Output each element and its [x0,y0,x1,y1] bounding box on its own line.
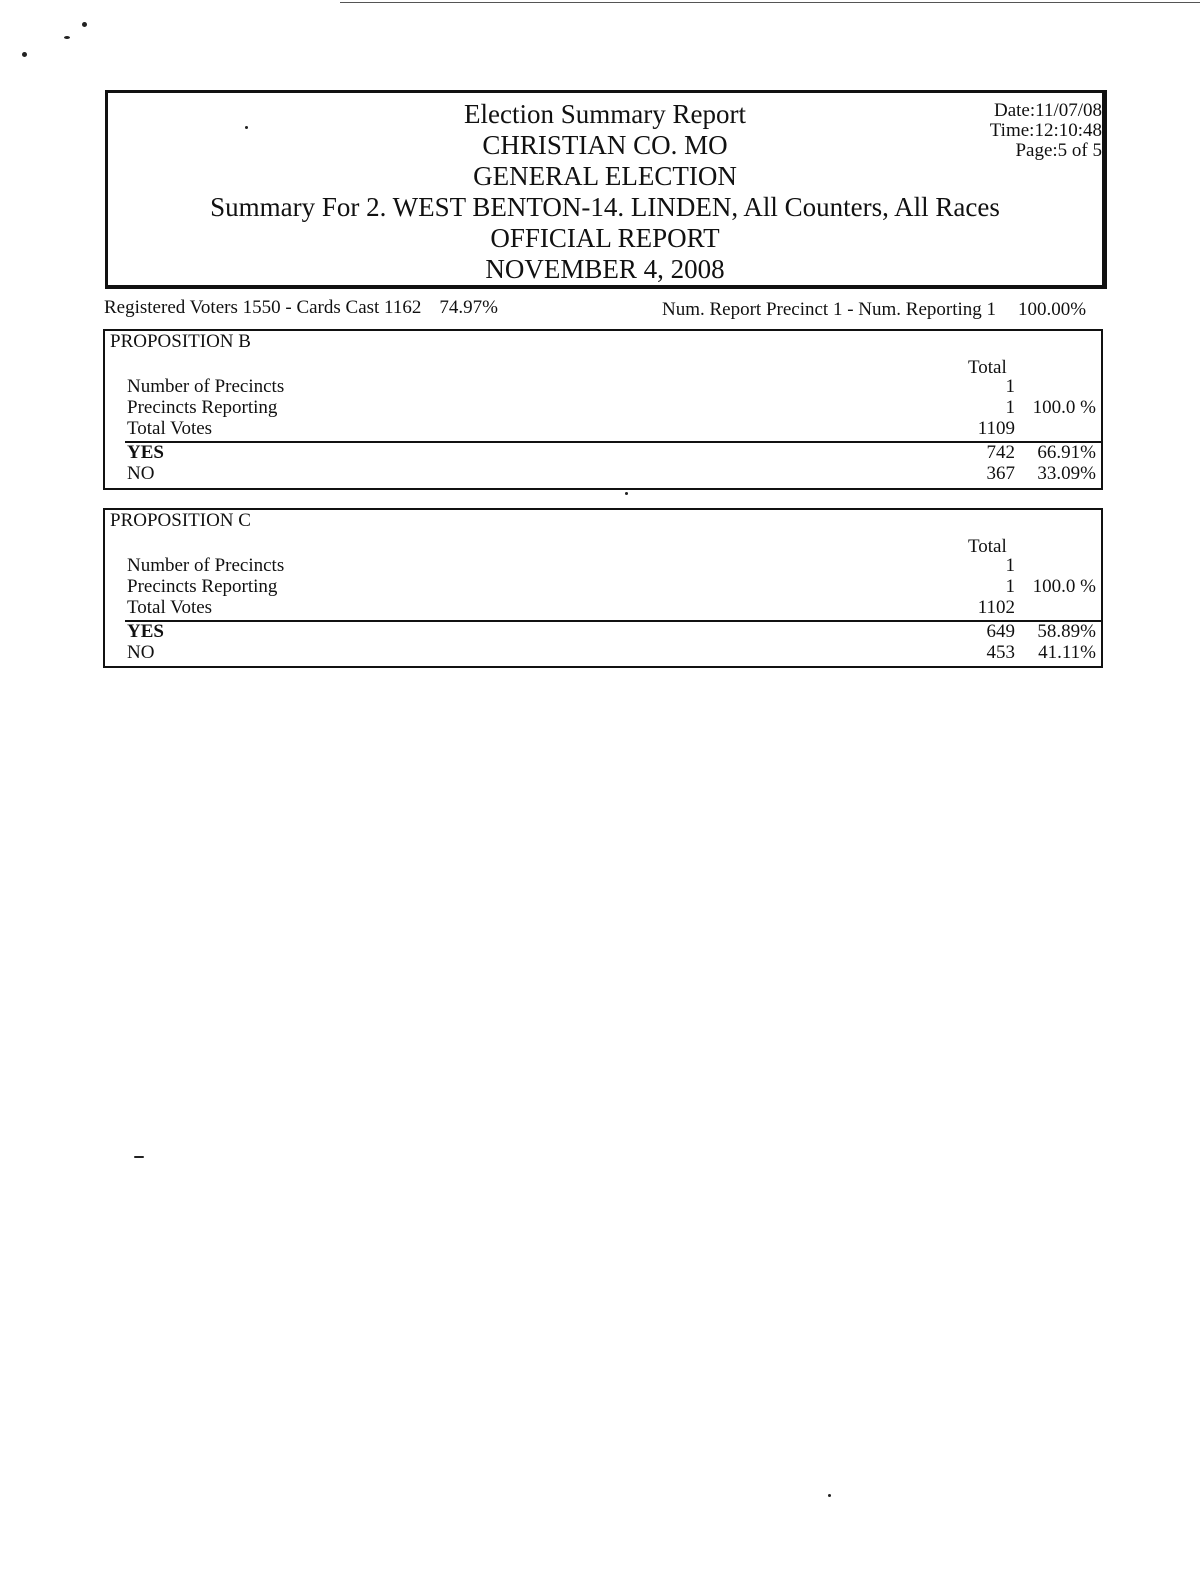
report-date: Date:11/07/08 [994,100,1102,121]
scan-speck [625,492,628,495]
table-row [127,576,1101,597]
voter-summary [104,297,498,319]
row-percent: 66.91% [1037,442,1096,463]
scan-speck [22,52,27,57]
row-label: Total Votes [127,597,213,618]
row-value: 1102 [977,597,1015,618]
row-value: 1109 [977,418,1015,439]
row-value: 1 [1005,397,1015,418]
report-type: OFFICIAL REPORT [490,223,720,253]
row-label: NO [127,642,155,663]
row-label: Number of Precincts [127,555,285,576]
row-label: NO [127,463,155,484]
row-value: 1 [1005,576,1015,597]
proposition-c-section [103,508,1103,668]
row-label: Precincts Reporting [127,397,278,418]
registered-cards-text: Registered Voters 1550 - Cards Cast 1162 [104,297,422,318]
reporting-percent: 100.00% [1018,299,1087,320]
scan-speck [82,22,87,27]
row-value: 1 [1005,555,1015,576]
row-value: 453 [986,642,1015,663]
row-value: 649 [986,621,1015,642]
page-number: Page:5 of 5 [1015,140,1102,161]
table-row [127,642,1101,663]
row-label: Number of Precincts [127,376,285,397]
proposition-title: PROPOSITION B [110,331,251,352]
row-percent: 100.0 % [1032,397,1096,418]
row-label: YES [127,621,164,642]
precinct-summary [662,299,1086,321]
row-value: 1 [1005,376,1015,397]
row-label: Total Votes [127,418,213,439]
table-row [127,621,1101,642]
scan-speck [828,1494,831,1497]
proposition-b-section [103,329,1103,490]
row-percent: 41.11% [1038,642,1096,663]
row-label: YES [127,442,164,463]
table-row [127,397,1101,418]
header-meta [990,101,1102,161]
proposition-title: PROPOSITION C [110,510,251,531]
total-column-header: Total [968,536,1007,557]
report-header [105,90,1107,289]
county-name: CHRISTIAN CO. MO [482,130,728,160]
scan-speck [64,36,70,39]
total-column-header: Total [968,357,1007,378]
election-date: NOVEMBER 4, 2008 [485,254,725,284]
row-value: 367 [986,463,1015,484]
table-row [127,418,1101,439]
row-value: 742 [986,442,1015,463]
row-percent: 100.0 % [1032,576,1096,597]
report-time: Time:12:10:48 [989,120,1102,141]
row-percent: 58.89% [1037,621,1096,642]
table-row [127,376,1101,397]
report-title: Election Summary Report [464,99,746,129]
table-row [127,442,1101,463]
table-row [127,463,1101,484]
election-name: GENERAL ELECTION [473,161,737,191]
summary-scope: Summary For 2. WEST BENTON-14. LINDEN, All Counters, All Races [210,192,1000,222]
row-label: Precincts Reporting [127,576,278,597]
scan-edge-line [340,2,1200,3]
turnout-percent: 74.97% [439,297,498,318]
header-titles [108,99,1102,285]
precinct-reporting-text: Num. Report Precinct 1 - Num. Reporting 1 [662,299,997,320]
row-percent: 33.09% [1037,463,1096,484]
scan-speck [134,1156,144,1158]
table-row [127,555,1101,576]
table-row [127,597,1101,618]
